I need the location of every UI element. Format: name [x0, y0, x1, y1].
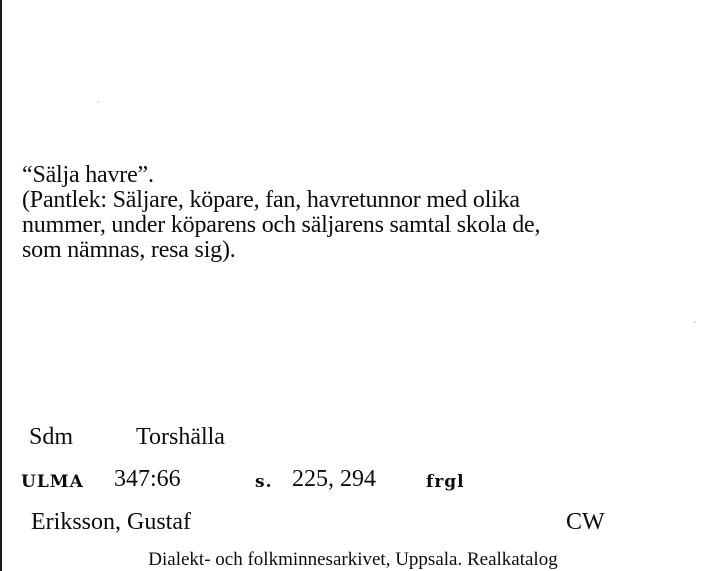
- card-title: “Sälja havre”.: [22, 162, 154, 188]
- page-prefix: s.: [255, 472, 273, 492]
- informant-name: Eriksson, Gustaf: [31, 509, 191, 535]
- description-line: (Pantlek: Säljare, köpare, fan, havretunnor med olika: [22, 187, 520, 213]
- paper-speck: [97, 101, 99, 103]
- description-line: som nämnas, resa sig).: [22, 237, 236, 263]
- description-line: nummer, under köparens och säljarens samtal skola de,: [22, 212, 541, 238]
- page-numbers: 225, 294: [292, 466, 376, 492]
- region-label: Sdm: [29, 424, 74, 450]
- archive-number: 347:66: [114, 466, 181, 492]
- card-body-text: [22, 163, 540, 263]
- place-label: Torshälla: [136, 424, 225, 450]
- archive-footer: Dialekt- och folkminnesarkivet, Uppsala. Realkatalog: [148, 549, 558, 570]
- card-left-border: [0, 0, 2, 571]
- archive-code: ULMA: [21, 472, 84, 492]
- type-code: frgl: [426, 472, 465, 492]
- recorder-initials: CW: [566, 509, 605, 535]
- paper-speck: [694, 321, 696, 323]
